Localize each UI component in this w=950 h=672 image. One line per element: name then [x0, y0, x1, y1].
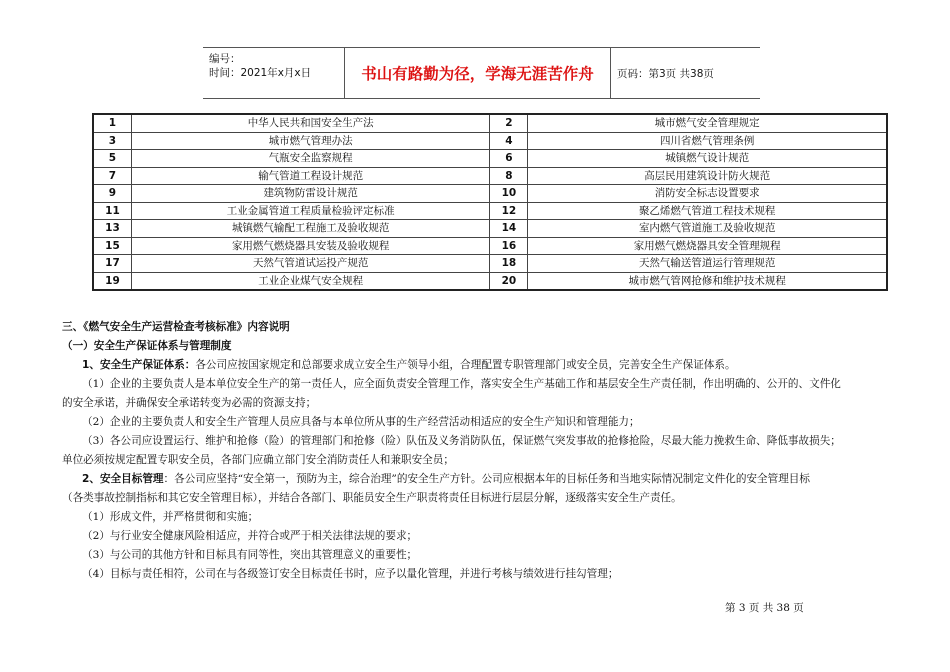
time-label: 时间：2021年x月x日: [209, 67, 312, 79]
standard-number: 9: [93, 185, 131, 203]
list-item-1: （1）形成文件，并严格贯彻和实施；: [82, 511, 259, 523]
standard-number: 2: [490, 114, 528, 132]
table-row: [93, 220, 887, 238]
table-row: [93, 167, 887, 185]
standard-number: 20: [490, 272, 528, 290]
standard-name: 工业金属管道工程质量检验评定标准: [131, 202, 490, 220]
standard-name: 家用燃气燃烧器具安装及验收规程: [131, 237, 490, 255]
list-item-4: （4）目标与责任相符，公司在与各级签订安全目标责任书时，应予以量化管理，并进行考核与绩效进行挂勾管理；: [82, 568, 619, 580]
standard-name: 工业企业煤气安全规程: [131, 272, 490, 290]
standard-number: 11: [93, 202, 131, 220]
standard-number: 15: [93, 237, 131, 255]
item-2-text: ：各公司应坚持“安全第一，预防为主，综合治理”的安全生产方针。公司应根据本年的目标任务和当地实际情况制定文件化的安全管理目标: [163, 473, 810, 485]
paragraph-item-1: [62, 356, 930, 375]
standard-number: 12: [490, 202, 528, 220]
standard-number: 18: [490, 255, 528, 273]
standard-name: 城镇燃气设计规范: [528, 150, 887, 168]
standard-number: 10: [490, 185, 528, 203]
standard-number: 3: [93, 132, 131, 150]
standard-number: 19: [93, 272, 131, 290]
section-heading: 三、《燃气安全生产运营检查考核标准》内容说明: [62, 321, 290, 333]
paragraph-1a: （1）企业的主要负责人是本单位安全生产的第一责任人，应全面负责安全管理工作，落实安全生产基础工作和基层安全生产责任制，作出明确的、公开的、文件化: [82, 378, 841, 390]
standards-table: [92, 113, 888, 291]
standard-name: 输气管道工程设计规范: [131, 167, 490, 185]
standard-number: 17: [93, 255, 131, 273]
standard-name: 室内燃气管道施工及验收规范: [528, 220, 887, 238]
paragraph-item-2b: （各类事故控制指标和其它安全管理目标），并结合各部门、职能员安全生产职责将责任目标进行层层分解，逐级落实安全生产责任。: [62, 492, 682, 504]
standard-name: 消防安全标志设置要求: [528, 185, 887, 203]
item-2-label: 2、安全目标管理: [82, 473, 164, 485]
standard-number: 8: [490, 167, 528, 185]
item-1-label: 1、安全生产保证体系：: [82, 359, 196, 371]
standard-number: 7: [93, 167, 131, 185]
paragraph-item-2: [62, 470, 930, 489]
standard-name: 天然气管道试运投产规范: [131, 255, 490, 273]
standard-name: 四川省燃气管理条例: [528, 132, 887, 150]
table-row: [93, 150, 887, 168]
standard-name: 城镇燃气输配工程施工及验收规范: [131, 220, 490, 238]
list-item-3: （3）与公司的其他方针和目标具有同等性，突出其管理意义的重要性；: [82, 549, 418, 561]
paragraph-3b: 单位必须按规定配置专职安全员，各部门应确立部门安全消防责任人和兼职安全员；: [62, 454, 454, 466]
list-item-2: （2）与行业安全健康风险相适应，并符合或严于相关法律法规的要求；: [82, 530, 418, 542]
standard-number: 6: [490, 150, 528, 168]
paragraph-2: （2）企业的主要负责人和安全生产管理人员应具备与本单位所从事的生产经营活动相适应的安全生产知识和管理能力；: [82, 416, 640, 428]
standard-number: 4: [490, 132, 528, 150]
standard-name: 城市燃气安全管理规定: [528, 114, 887, 132]
standard-number: 16: [490, 237, 528, 255]
standard-name: 中华人民共和国安全生产法: [131, 114, 490, 132]
page-header: [203, 47, 760, 99]
standard-number: 5: [93, 150, 131, 168]
standard-name: 城市燃气管网抢修和维护技术规程: [528, 272, 887, 290]
standard-name: 建筑物防雷设计规范: [131, 185, 490, 203]
table-row: [93, 202, 887, 220]
subsection-heading: （一）安全生产保证体系与管理制度: [62, 340, 232, 352]
item-1-text: 各公司应按国家规定和总部要求成立安全生产领导小组，合理配置专职管理部门或安全员，完善安全生产保证体系。: [195, 359, 736, 371]
document-body: [62, 318, 930, 584]
paragraph-3a: （3）各公司应设置运行、维护和抢修（险）的管理部门和抢修（险）队伍及义务消防队伍，保证燃气突发事故的抢修抢险，尽最大能力挽救生命、降低事故损失；: [82, 435, 841, 447]
paragraph-1b: 的安全承诺，并确保安全承诺转变为必需的资源支持；: [62, 397, 317, 409]
header-page-label: 页码：第3页 共38页: [617, 67, 714, 80]
standard-name: 城市燃气管理办法: [131, 132, 490, 150]
standard-name: 聚乙烯燃气管道工程技术规程: [528, 202, 887, 220]
table-row: [93, 114, 887, 132]
standard-name: 高层民用建筑设计防火规范: [528, 167, 887, 185]
standard-number: 1: [93, 114, 131, 132]
standard-name: 气瓶安全监察规程: [131, 150, 490, 168]
table-row: [93, 272, 887, 290]
table-row: [93, 255, 887, 273]
table-row: [93, 237, 887, 255]
table-row: [93, 132, 887, 150]
table-row: [93, 185, 887, 203]
header-motto: 书山有路勤为径，学海无涯苦作舟: [345, 48, 611, 98]
standard-name: 家用燃气燃烧器具安全管理规程: [528, 237, 887, 255]
number-label: 编号：: [209, 53, 241, 65]
standard-number: 14: [490, 220, 528, 238]
page-footer: 第 3 页 共 38 页: [725, 602, 804, 614]
header-meta: [203, 48, 345, 98]
standard-name: 天然气输送管道运行管理规范: [528, 255, 887, 273]
standard-number: 13: [93, 220, 131, 238]
